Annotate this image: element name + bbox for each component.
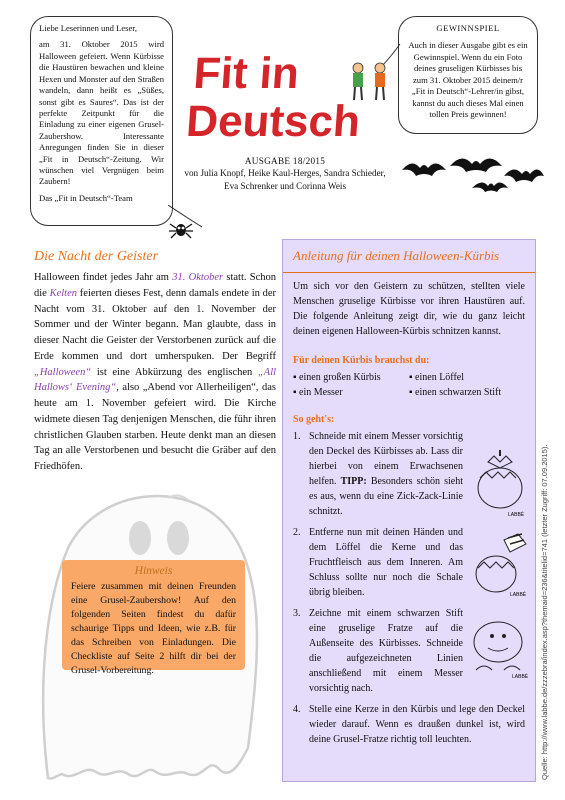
step-number: 2.	[293, 526, 301, 538]
editorial-signature: Das „Fit in Deutsch“-Team	[39, 192, 133, 203]
contest-title: GEWINNSPIEL	[436, 23, 500, 33]
article-text: , also „Abend vor Allerheiligen“, das heute am 1. November gefeiert wird. Die Kirche widmete diesen Tag denjenigen Menschen, die führ ihren christlichen Glauben starben. Heute denkt man an diesen Tag an alle Verstorbenen und besucht die Gräber auf den Friedhöfen.	[34, 382, 276, 472]
step-text: Zeichne mit einem schwarzen Stift eine gruselige Fratze auf die Außenseite des Kürbisses. Schneide die aufgezeichneten Linien anschließend mit einem Messer vorsichtig nach.	[309, 607, 463, 694]
hint-box	[62, 560, 245, 676]
drawing-signature: LABBÉ	[512, 674, 529, 680]
step-number: 4.	[293, 703, 301, 715]
step-text	[309, 429, 463, 519]
pumpkin-lid-drawing	[470, 448, 530, 518]
materials-list	[293, 370, 525, 400]
children-figures-icon	[346, 60, 394, 106]
material-item: ▪ ein Messer	[293, 386, 343, 398]
drawing-signature: LABBÉ	[508, 512, 525, 518]
drawing-signature: LABBÉ	[510, 592, 527, 598]
step-number: 1.	[293, 430, 301, 442]
logo-line2: Deutsch	[186, 97, 362, 142]
hint-title: Hinweis	[134, 565, 173, 577]
bats-icon	[400, 148, 545, 218]
material-item: ▪ einen schwarzen Stift	[409, 386, 502, 398]
editorial-body: am 31. Oktober 2015 wird Halloween gefeiert. Wenn Kürbisse die Haustüren bewachen und kleine Hexen und Monster auf den Straßen wandeln, dann heißt es „Süßes, sonst gibt es Saures“. Das ist der perfekte Zeitpunkt für die Einladung zu einer eigenen Grusel-Zaubershow. Interessante Anregungen finden Sie in dieser „Fit in Deutsch“-Zeitung. Wir wünschen viel Vergnügen beim Zaubern!	[39, 39, 164, 187]
contest-body: Auch in dieser Ausgabe gibt es ein Gewinnspiel. Wenn du ein Foto deines gruseligen Kürbisses bis zum 31. Oktober 2015 deinem/r „Fit in Deutsch“-Lehrer/in gibst, kannst du auch dieses Mal einen tollen Preis gewinnen!	[408, 40, 528, 119]
source-citation: Quelle: http://www.labbe.de/zzzebra/index.asp?themaid=236&titelid=741 (letzter Zugriff: 07.09.2015).	[540, 444, 549, 780]
article-text: Halloween findet jedes Jahr am	[34, 272, 169, 283]
steps-title: So geht's:	[293, 413, 335, 425]
logo-line1: Fit in	[192, 49, 301, 98]
material-item: ▪ einen großen Kürbis	[293, 371, 381, 383]
hint-text: Feiere zusammen mit deinen Freunden eine Grusel-Zaubershow! Auf den folgenden Seiten findest du dafür schaurige Tipps und Ideen, wie z.B. für das Schreiben von Einladungen. Die Checkliste auf Seite 2 hilft dir bei der Grusel-Vorbereitung.	[71, 581, 236, 676]
issue-number: AUSGABE 18/2015	[244, 156, 326, 166]
tip-text: Besonders schön sieht es aus, wenn du eine Zick-Zack-Linie schnitzt.	[309, 475, 463, 517]
instructions-title: Anleitung für deinen Halloween-Kürbis	[283, 246, 535, 273]
contest-bubble	[398, 16, 538, 134]
editorial-bubble	[30, 16, 173, 226]
article-text: ist eine Abkürzung des englischen	[96, 366, 253, 378]
step-text: Entferne nun mit deinen Händen und dem Löffel die Kerne und das Fruchtfleisch aus dem Inneren. Am Schluss sollte nur noch die Schale übrig bleiben.	[309, 526, 463, 598]
article-allhallows-highlight: „All Hallows‘ Evening“	[34, 366, 277, 394]
spider-icon	[168, 218, 194, 242]
pumpkin-face-drawing	[468, 610, 532, 680]
article-kelten-highlight: Kelten	[49, 287, 78, 299]
article-halloween-highlight: „Halloween“	[34, 366, 92, 378]
material-item: ▪ einen Löffel	[409, 371, 465, 383]
edition-info	[175, 155, 395, 192]
step-1-text: Schneide mit einem Messer vorsichtig den Deckel des Kürbisses ab. Lass dir hierbei von einem Erwachsenen helfen.	[309, 430, 463, 487]
step-number: 3.	[293, 607, 301, 619]
authors-line1: von Julia Knopf, Heike Kaul-Herges, Sandra Schieder,	[184, 168, 386, 179]
step-text: Stelle eine Kerze in den Kürbis und lege den Deckel wieder darauf. Wenn es draußen dunkel ist, wird deine Grusel-Fratze richtig toll leuchten.	[309, 703, 525, 745]
article-text: feierten dieses Fest, denn damals endete in der Nacht vom 31. Oktober auf den 1. November der Sommer und der Winter begann. Man glaubte, dass in dieser Nacht die Geister der Verstorbenen zurück auf die Erde kommen und dort umherspuken. Der Begriff	[34, 287, 277, 362]
tip-label: TIPP:	[340, 475, 367, 487]
editorial-greeting: Liebe Leserinnen und Leser,	[39, 23, 137, 33]
instructions-intro: Um sich vor den Geistern zu schützen, stellten viele Menschen gruselige Kürbisse vor ihren Haustüren auf. Die folgende Anleitung zeigt dir, wie du ganz leicht deinen eigenen Halloween-Kürbis schnitzen kannst.	[293, 280, 525, 337]
article-text: statt. Schon die	[34, 272, 277, 299]
materials-title: Für deinen Kürbis brauchst du:	[293, 354, 430, 366]
authors-line2: Eva Schrenker und Corinna Weis	[223, 180, 347, 191]
article-body	[34, 270, 276, 475]
step-4	[293, 702, 525, 747]
article-date-highlight: 31. Oktober	[172, 272, 224, 283]
pumpkin-scoop-drawing	[470, 528, 530, 598]
article-title: Die Nacht der Geister	[34, 249, 159, 264]
